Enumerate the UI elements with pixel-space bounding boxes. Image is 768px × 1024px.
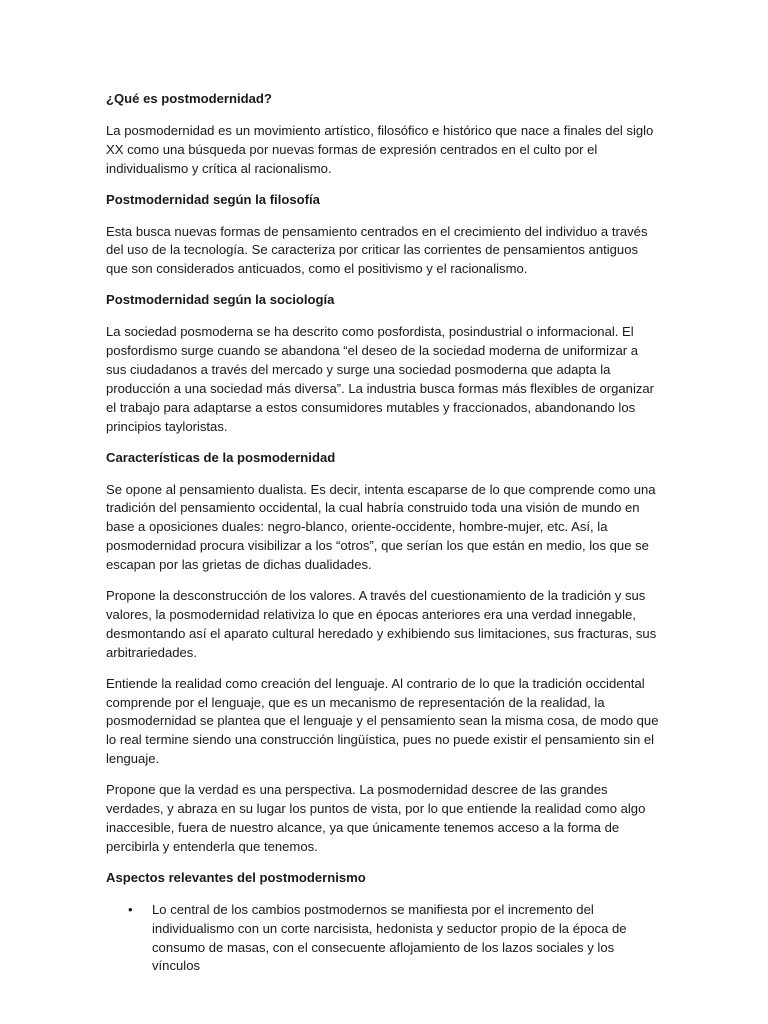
paragraph-desconstruccion: Propone la desconstrucción de los valores. A través del cuestionamiento de la tradición y sus valores, la posmodernidad relativiza lo que en épocas anteriores era una verdad innegable, desmontando así el aparato cultural heredado y exhibiendo sus limitaciones, sus fracturas, sus arbitrariedades. xyxy=(106,588,657,660)
paragraph-filosofia: Esta busca nuevas formas de pensamiento centrados en el crecimiento del individuo a través del uso de la tecnología. Se caracteriza por criticar las corrientes de pensamientos antiguos que son considerados anticuados, como el positivismo y el racionalismo. xyxy=(106,223,648,277)
bullet-text: Lo central de los cambios postmodernos se manifiesta por el incremento del individualismo con un corte narcisista, hedonista y seductor propio de la época de consumo de masas, con el consecuente aflojamiento de los lazos sociales y los vínculos xyxy=(152,901,627,974)
paragraph-lenguaje: Entiende la realidad como creación del lenguaje. Al contrario de lo que la tradición occidental comprende por el lenguaje, que es un mecanismo de representación de la realidad, la posmodernidad se plantea que el lenguaje y el pensamiento sean la misma cosa, de modo que lo real termine siendo una construcción lingüística, pues no puede existir el pensamiento sin el lenguaje. xyxy=(106,675,659,767)
paragraph-dualismo: Se opone al pensamiento dualista. Es decir, intenta escaparse de lo que comprende como una tradición del pensamiento occidental, la cual habría construido toda una visión de mundo en base a oposiciones duales: negro-blanco, oriente-occidente, hombre-mujer, etc. Así, la posmodernidad procura visibilizar a los “otros”, que serían los que están en medio, los que se escapan por las grietas de dichas dualidades. xyxy=(106,481,656,573)
paragraph-sociologia: La sociedad posmoderna se ha descrito como posfordista, posindustrial o informacional. El posfordismo surge cuando se abandona “el deseo de la sociedad moderna de uniformizar a sus ciudadanos a través del mercado y surge una sociedad posmoderna que adapta la producción a una sociedad más diversa”. La industria busca formas más flexibles de organizar el trabajo para adaptarse a estos consumidores mutables y fraccionados, abandonando los principios tayloristas. xyxy=(106,324,655,434)
paragraph-verdad: Propone que la verdad es una perspectiva. La posmodernidad descree de las grandes verdades, y abraza en su lugar los puntos de vista, por lo que entiende la realidad como algo inaccesible, fuera de nuestro alcance, ya que únicamente tenemos acceso a la forma de percibirla y entenderla que tenemos. xyxy=(106,782,646,854)
section-heading-filosofia: Postmodernidad según la filosofía xyxy=(106,191,320,207)
document-page xyxy=(106,90,662,976)
intro-paragraph: La posmodernidad es un movimiento artístico, filosófico e histórico que nace a finales del siglo XX como una búsqueda por nuevas formas de expresión centrados en el culto por el individualismo y crítica al racionalismo. xyxy=(106,122,654,176)
document-title: ¿Qué es postmodernidad? xyxy=(106,91,272,106)
section-heading-sociologia: Postmodernidad según la sociología xyxy=(106,292,335,308)
section-heading-aspectos: Aspectos relevantes del postmodernismo xyxy=(106,869,366,885)
section-heading-caracteristicas: Características de la posmodernidad xyxy=(106,449,336,465)
aspectos-bullet-list xyxy=(106,901,662,977)
bullet-icon: • xyxy=(128,901,133,917)
list-item xyxy=(106,901,662,977)
